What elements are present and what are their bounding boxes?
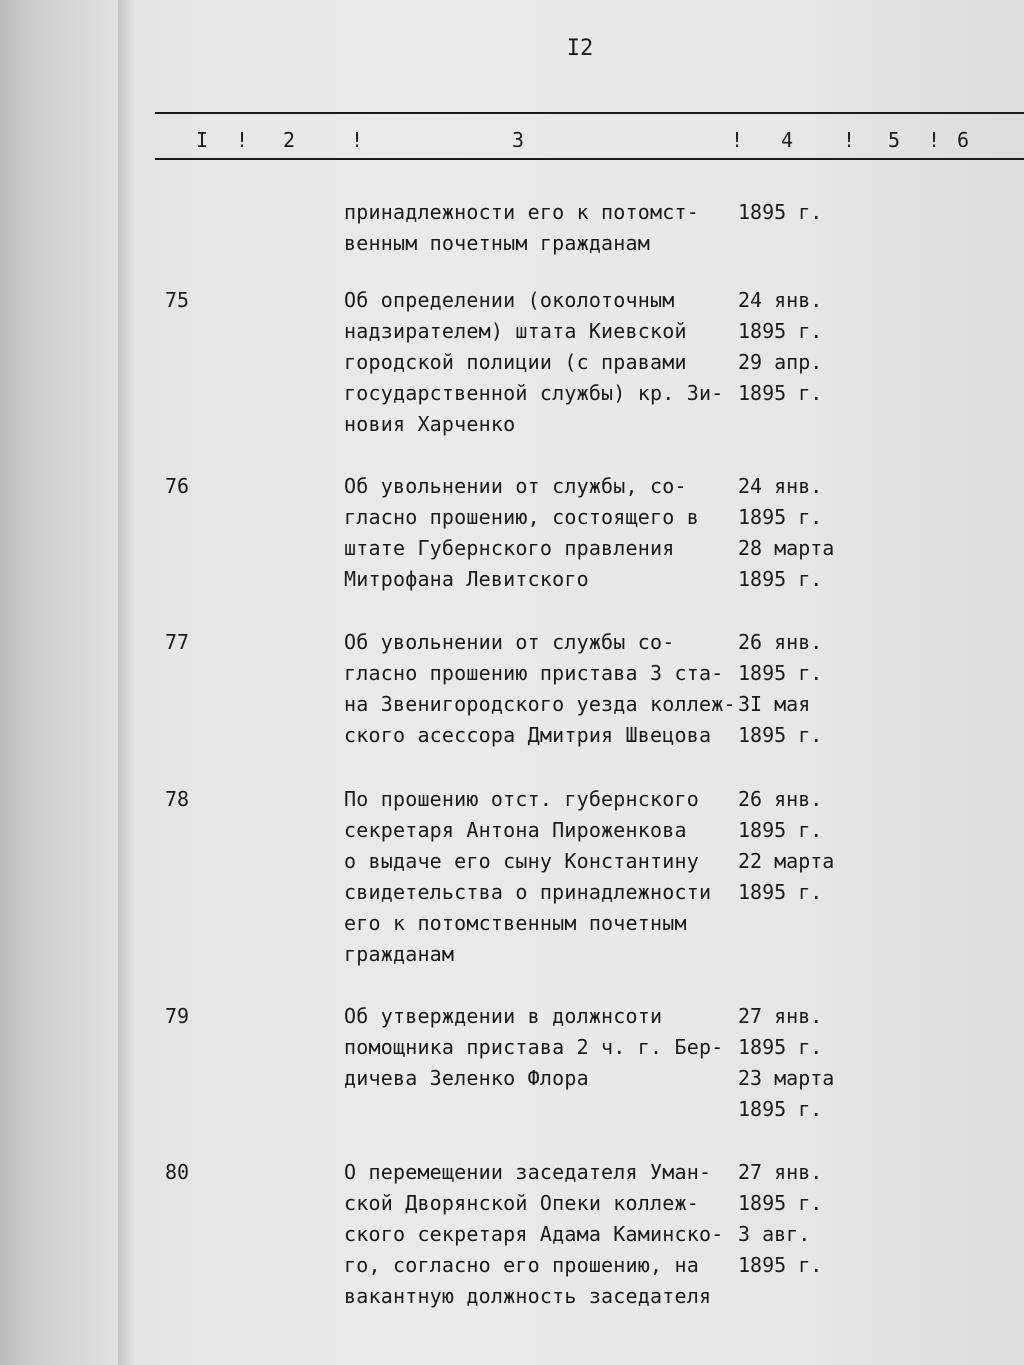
column-header-5: 5 bbox=[888, 128, 901, 152]
entry-number: 79 bbox=[165, 1004, 190, 1028]
description-line: ского асессора Дмитрия Швецова bbox=[344, 723, 712, 747]
description-line: дичева Зеленко Флора bbox=[344, 1066, 589, 1090]
date-line: 1895 г. bbox=[738, 381, 823, 405]
date-line: 1895 г. bbox=[738, 1097, 823, 1121]
table-header-bottom-rule bbox=[155, 158, 1024, 160]
date-line: 1895 г. bbox=[738, 319, 823, 343]
description-line: Об утверждении в должнсоти bbox=[344, 1004, 663, 1028]
description-line: государственной службы) кр. Зи- bbox=[344, 381, 724, 405]
date-line: 1895 г. bbox=[738, 723, 823, 747]
description-line: городской полиции (с правами bbox=[344, 350, 687, 374]
date-line: 1895 г. bbox=[738, 880, 823, 904]
description-line: вакантную должность заседателя bbox=[344, 1284, 712, 1308]
date-line: 3I мая bbox=[738, 692, 811, 716]
date-line: 26 янв. bbox=[738, 630, 823, 654]
description-line: помощника пристава 2 ч. г. Бер- bbox=[344, 1035, 724, 1059]
description-line: его к потомственным почетным bbox=[344, 911, 687, 935]
date-line: 23 марта bbox=[738, 1066, 835, 1090]
column-header-3: 3 bbox=[512, 128, 525, 152]
date-line: 1895 г. bbox=[738, 818, 823, 842]
description-line: Об увольнении от службы, со- bbox=[344, 474, 687, 498]
description-line: го, согласно его прошению, на bbox=[344, 1253, 699, 1277]
column-separator: ! bbox=[731, 128, 744, 152]
date-line: 1895 г. bbox=[738, 1191, 823, 1215]
description-line: гласно прошению, состоящего в bbox=[344, 505, 699, 529]
column-header-2: 2 bbox=[283, 128, 296, 152]
description-line: Об определении (околоточным bbox=[344, 288, 675, 312]
description-line: на Звенигородского уезда коллеж- bbox=[344, 692, 736, 716]
description-line: надзирателем) штата Киевской bbox=[344, 319, 687, 343]
description-line: ского секретаря Адама Каминско- bbox=[344, 1222, 724, 1246]
book-gutter-shadow bbox=[118, 0, 136, 1365]
entry-number: 77 bbox=[165, 630, 190, 654]
entry-number: 75 bbox=[165, 288, 190, 312]
page-number: I2 bbox=[566, 36, 594, 61]
description-line: принадлежности его к потомст- bbox=[344, 200, 699, 224]
description-line: О перемещении заседателя Уман- bbox=[344, 1160, 712, 1184]
date-line: 1895 г. bbox=[738, 1035, 823, 1059]
column-separator: ! bbox=[843, 128, 856, 152]
entry-number: 78 bbox=[165, 787, 190, 811]
date-line: 27 янв. bbox=[738, 1004, 823, 1028]
description-line: венным почетным гражданам bbox=[344, 231, 651, 255]
entry-number: 76 bbox=[165, 474, 190, 498]
date-line: 1895 г. bbox=[738, 567, 823, 591]
date-line: 22 марта bbox=[738, 849, 835, 873]
description-line: новия Харченко bbox=[344, 412, 516, 436]
date-line: 27 янв. bbox=[738, 1160, 823, 1184]
table-header-top-rule bbox=[155, 112, 1024, 114]
date-line: 29 апр. bbox=[738, 350, 823, 374]
column-header-4: 4 bbox=[781, 128, 794, 152]
description-line: Об увольнении от службы со- bbox=[344, 630, 675, 654]
column-header-6: 6 bbox=[957, 128, 970, 152]
date-line: 26 янв. bbox=[738, 787, 823, 811]
description-line: ской Дворянской Опеки коллеж- bbox=[344, 1191, 699, 1215]
date-line: 1895 г. bbox=[738, 200, 823, 224]
column-separator: ! bbox=[236, 128, 249, 152]
date-line: 28 марта bbox=[738, 536, 835, 560]
description-line: гражданам bbox=[344, 942, 455, 966]
date-line: 1895 г. bbox=[738, 505, 823, 529]
column-separator: ! bbox=[928, 128, 941, 152]
description-line: штате Губернского правления bbox=[344, 536, 675, 560]
column-separator: ! bbox=[351, 128, 364, 152]
date-line: 3 авг. bbox=[738, 1222, 811, 1246]
description-line: свидетельства о принадлежности bbox=[344, 880, 712, 904]
description-line: гласно прошению пристава 3 ста- bbox=[344, 661, 724, 685]
description-line: о выдаче его сыну Константину bbox=[344, 849, 699, 873]
date-line: 24 янв. bbox=[738, 474, 823, 498]
entry-number: 80 bbox=[165, 1160, 190, 1184]
description-line: секретаря Антона Пироженкова bbox=[344, 818, 687, 842]
date-line: 1895 г. bbox=[738, 1253, 823, 1277]
date-line: 24 янв. bbox=[738, 288, 823, 312]
column-header-1: I bbox=[196, 128, 209, 152]
description-line: Митрофана Левитского bbox=[344, 567, 589, 591]
description-line: По прошению отст. губернского bbox=[344, 787, 699, 811]
date-line: 1895 г. bbox=[738, 661, 823, 685]
